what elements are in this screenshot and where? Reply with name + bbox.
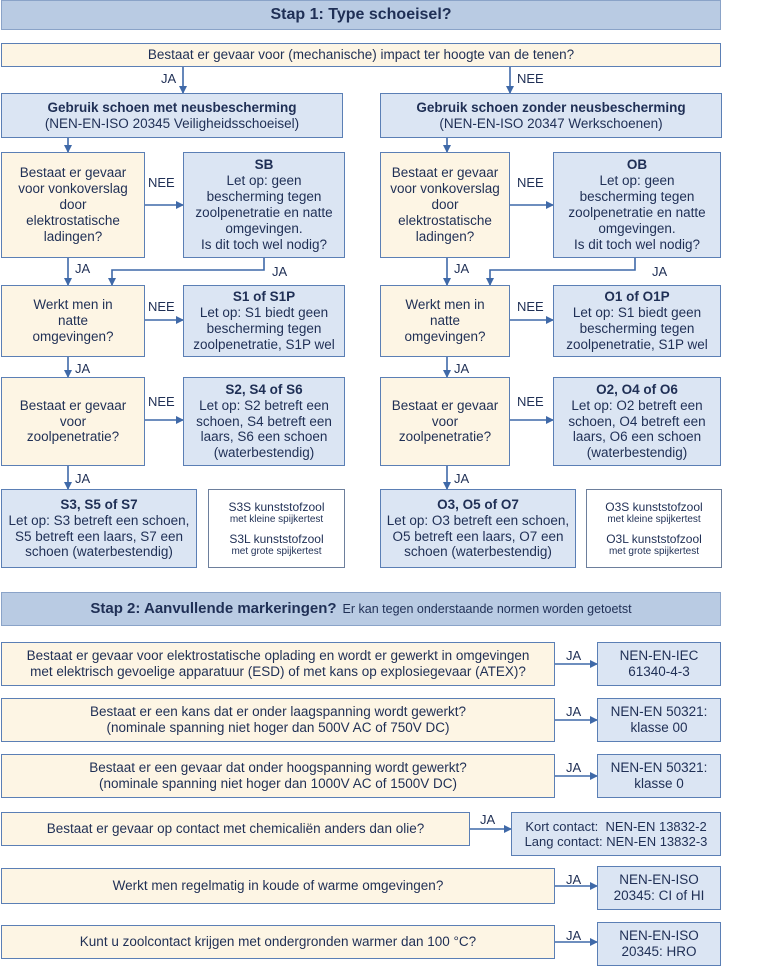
result-s3: S3, S5 of S7 Let op: S3 betreft een schoen, S5 betreft een laars, S7 een schoen (waterbestendig)	[1, 489, 197, 568]
question-impact: Bestaat er gevaar voor (mechanische) impact ter hoogte van de tenen?	[1, 43, 721, 67]
left-question-spark: Bestaat er gevaar voor vonkoverslag door elektrostatische ladingen?	[1, 152, 145, 258]
norm-hot-surface: NEN-EN-ISO 20345: HRO	[597, 922, 721, 966]
left-question-wet: Werkt men in natte omgevingen?	[1, 285, 145, 357]
result-s1: S1 of S1P Let op: S1 biedt geen bescherming tegen zoolpenetratie, S1P wel	[183, 285, 345, 357]
label-nee: NEE	[148, 394, 175, 409]
result-o3: O3, O5 of O7 Let op: O3 betreft een schoen, O5 betreft een laars, O7 een schoen (waterbestendig)	[380, 489, 576, 568]
norm-low-voltage: NEN-EN 50321: klasse 00	[597, 698, 721, 742]
step1-title: Stap 1: Type schoeisel?	[1, 0, 721, 30]
label-ja: JA	[75, 361, 91, 376]
result-o1: O1 of O1P Let op: S1 biedt geen bescherming tegen zoolpenetratie, S1P wel	[553, 285, 721, 357]
label-nee: NEE	[517, 71, 544, 86]
label-nee: NEE	[148, 175, 175, 190]
question-temperature: Werkt men regelmatig in koude of warme omgevingen?	[1, 868, 555, 904]
norm-chemicals: Kort contact: NEN-EN 13832-2 Lang contact: NEN-EN 13832-3	[511, 812, 721, 856]
label-nee: NEE	[517, 175, 544, 190]
question-hot-surface: Kunt u zoolcontact krijgen met ondergronden warmer dan 100 °C?	[1, 925, 555, 959]
result-ob: OB Let op: geen bescherming tegen zoolpenetratie en natte omgevingen. Is dit toch wel nodig?	[553, 152, 721, 258]
norm-high-voltage: NEN-EN 50321: klasse 0	[597, 754, 721, 798]
label-ja: JA	[454, 261, 470, 276]
question-chemicals: Bestaat er gevaar op contact met chemicaliën anders dan olie?	[1, 812, 470, 846]
label-ja: JA	[75, 471, 91, 486]
label-ja: JA	[161, 71, 177, 86]
question-low-voltage: Bestaat er een kans dat er onder laagspanning wordt gewerkt? (nominale spanning niet hoger dan 500V AC of 750V DC)	[1, 698, 555, 742]
label-ja: JA	[480, 812, 496, 827]
norm-temperature: NEN-EN-ISO 20345: CI of HI	[597, 866, 721, 910]
label-nee: NEE	[517, 299, 544, 314]
sole-options-right: O3S kunststofzool met kleine spijkertest O3L kunststofzool met grote spijkertest	[586, 489, 722, 568]
left-question-penetration: Bestaat er gevaar voor zoolpenetratie?	[1, 377, 145, 466]
label-ja: JA	[566, 704, 582, 719]
label-nee: NEE	[517, 394, 544, 409]
label-ja: JA	[75, 261, 91, 276]
result-s2: S2, S4 of S6 Let op: S2 betreft een schoen, S4 betreft een laars, S6 een schoen (waterbestendig)	[183, 377, 345, 466]
label-ja: JA	[454, 471, 470, 486]
question-high-voltage: Bestaat er een gevaar dat onder hoogspanning wordt gewerkt? (nominale spanning niet hoger dan 1000V AC of 1500V DC)	[1, 754, 555, 798]
label-ja: JA	[566, 928, 582, 943]
norm-esd: NEN-EN-IEC 61340-4-3	[597, 642, 721, 686]
label-ja: JA	[272, 264, 288, 279]
result-o2: O2, O4 of O6 Let op: O2 betreft een schoen, O4 betreft een laars, O6 een schoen (waterbestendig)	[553, 377, 721, 466]
label-ja: JA	[566, 648, 582, 663]
right-question-wet: Werkt men in natte omgevingen?	[380, 285, 510, 357]
label-nee: NEE	[148, 299, 175, 314]
label-ja: JA	[652, 264, 668, 279]
label-ja: JA	[454, 361, 470, 376]
label-ja: JA	[566, 872, 582, 887]
sole-options-left: S3S kunststofzool met kleine spijkertest S3L kunststofzool met grote spijkertest	[208, 489, 345, 568]
question-esd: Bestaat er gevaar voor elektrostatische oplading en wordt er gewerkt in omgevingen met elektrisch gevoelige apparatuur (ESD) of met kans op explosiegevaar (ATEX)?	[1, 642, 555, 686]
label-ja: JA	[566, 760, 582, 775]
right-question-penetration: Bestaat er gevaar voor zoolpenetratie?	[380, 377, 510, 466]
result-sb: SB Let op: geen bescherming tegen zoolpenetratie en natte omgevingen. Is dit toch wel nodig?	[183, 152, 345, 258]
step2-title: Stap 2: Aanvullende markeringen? Er kan tegen onderstaande normen worden getoetst	[1, 592, 721, 626]
right-question-spark: Bestaat er gevaar voor vonkoverslag door elektrostatische ladingen?	[380, 152, 510, 258]
left-column-header: Gebruik schoen met neusbescherming (NEN-EN-ISO 20345 Veiligheidsschoeisel)	[1, 93, 343, 138]
right-column-header: Gebruik schoen zonder neusbescherming (NEN-EN-ISO 20347 Werkschoenen)	[380, 93, 722, 138]
